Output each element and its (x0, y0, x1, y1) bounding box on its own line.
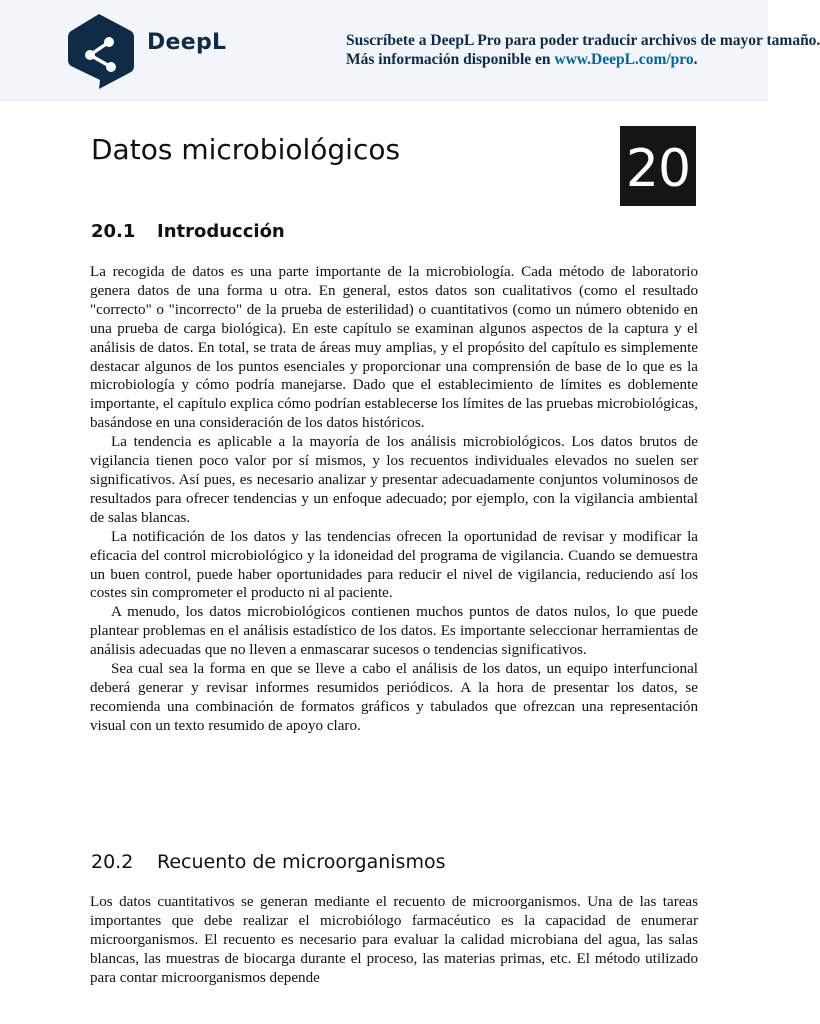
introduction-body (90, 263, 698, 736)
section-title: Recuento de microorganismos (157, 851, 446, 873)
section-title: Introducción (157, 221, 285, 242)
chapter-number-badge: 20 (620, 126, 696, 206)
microorganism-count-body (90, 893, 698, 988)
brand-name[interactable]: DeepL (147, 30, 227, 55)
deepl-logo-icon[interactable] (66, 12, 136, 90)
paragraph: Los datos cuantitativos se generan mediante el recuento de microorganismos. Una de las tareas importantes que debe realizar el microbiólogo farmacéutico es la capacidad de enumerar microorganismos. El recuento es necesario para evaluar la calidad microbiana del agua, las salas blancas, las muestras de biocarga durante el proceso, las materias primas, etc. El método utilizado para contar microorganismos depende (90, 894, 698, 986)
section-heading-microorganism-count (91, 851, 445, 873)
paragraph: La notificación de los datos y las tendencias ofrecen la oportunidad de revisar y modificar la eficacia del control microbiológico y la idoneidad del programa de vigilancia. Cuando se demuestra un buen control, puede haber oportunidades para reducir el nivel de vigilancia, reduciendo así los costes sin comprometer el producto ni al paciente. (90, 528, 698, 602)
section-number: 20.2 (91, 851, 134, 873)
deepl-banner (0, 0, 820, 101)
paragraph: La recogida de datos es una parte importante de la microbiología. Cada método de laboratorio genera datos de una forma u otra. En general, estos datos son cualitativos (como el resultado "correcto" o "incorrecto" de la prueba de esterilidad) o cuantitativos (como un número obtenido en una prueba de carga biológica). En este capítulo se examinan algunos aspectos de la captura y el análisis de datos. En total, se trata de áreas muy amplias, y el propósito del capítulo es simplemente destacar algunos de los puntos esenciales y proporcionar una comprensión de base de lo que es la microbiología y cómo podría manejarse. Dado que el establecimiento de límites es doblemente importante, el capítulo explica cómo podrían establecerse los límites de las pruebas microbiológicas, basándose en una consideración de los datos históricos. (90, 264, 698, 432)
promo-line-1: Suscríbete a DeepL Pro para poder traducir archivos de mayor tamaño. (346, 32, 820, 49)
paragraph: A menudo, los datos microbiológicos contienen muchos puntos de datos nulos, lo que puede plantear problemas en el análisis estadístico de los datos. Es importante seleccionar herramientas de análisis adecuadas que no lleven a enmascarar sucesos o tendencias significativos. (90, 604, 698, 659)
deepl-pro-link[interactable]: www.DeepL.com/pro (554, 51, 694, 68)
paragraph: Sea cual sea la forma en que se lleve a cabo el análisis de los datos, un equipo interfuncional deberá generar y revisar informes resumidos periódicos. A la hora de presentar los datos, se recomienda una combinación de formatos gráficos y tabulados que ofrezcan una representación visual con un texto resumido de apoyo claro. (90, 661, 698, 734)
promo-line-2: Más información disponible en www.DeepL.com/pro. (346, 51, 698, 68)
paragraph: La tendencia es aplicable a la mayoría de los análisis microbiológicos. Los datos brutos de vigilancia tienen poco valor por sí mismos, y los recuentos individuales elevados no suelen ser significativos. Así pues, es necesario analizar y presentar adecuadamente conjuntos voluminosos de resultados para ofrecer tendencias y un enfoque adecuado; por ejemplo, con la vigilancia ambiental de salas blancas. (90, 434, 698, 526)
section-number: 20.1 (91, 221, 136, 242)
section-heading-introduction (91, 221, 285, 242)
page-title: Datos microbiológicos (91, 133, 401, 166)
pro-promo-text (346, 31, 820, 69)
